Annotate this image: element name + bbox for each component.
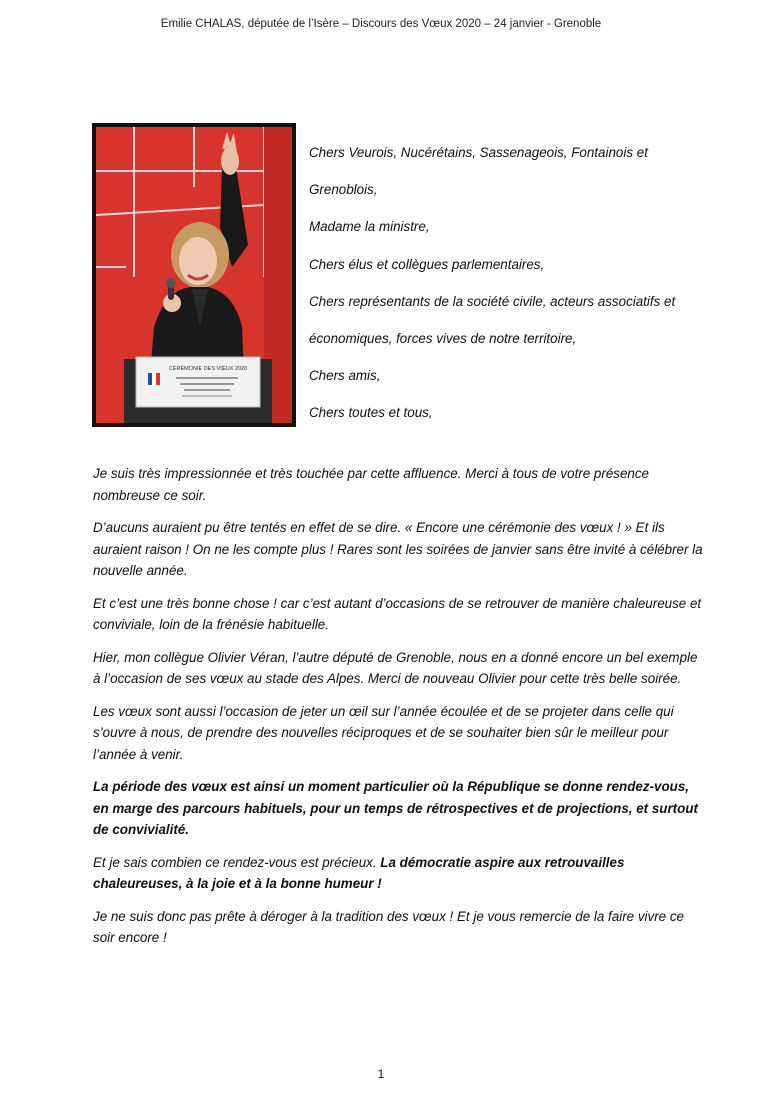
plain-text: Et je sais combien ce rendez-vous est précieux. — [93, 854, 381, 870]
paragraph: Hier, mon collègue Olivier Véran, l’autre député de Grenoble, nous en a donné encore un bel exemple à l’occasion de ses vœux au stade des Alpes. Merci de nouveau Olivier pour cette très belle soirée. — [93, 649, 698, 686]
speaker-photo — [92, 123, 296, 427]
salutation-line: Chers Veurois, Nucérétains, Sassenageois, Fontainois et — [309, 145, 648, 160]
salutations — [309, 134, 729, 432]
paragraph-mixed — [93, 852, 705, 895]
paragraph: Je ne suis donc pas prête à déroger à la tradition des vœux ! Et je vous remercie de la faire vivre ce soir encore ! — [93, 908, 684, 945]
salutation-line: Chers toutes et tous, — [309, 405, 433, 421]
page-header: Emilie CHALAS, députée de l’Isère – Discours des Vœux 2020 – 24 janvier - Grenoble — [160, 18, 602, 30]
photo-speaker-at-podium-icon — [96, 127, 292, 423]
salutation-line: Madame la ministre, — [309, 219, 430, 235]
salutation-line: Grenoblois, — [309, 182, 378, 198]
salutation-line: Chers représentants de la société civile, acteurs associatifs et — [309, 293, 676, 309]
paragraph-bold — [93, 776, 705, 841]
paragraph: D’aucuns auraient pu être tentés en effet de se dire. « Encore une cérémonie des vœux ! » Et ils auraient raison ! On ne les compte plus ! Rares sont les soirées de janvier sans être invité à célébrer la nouvelle année. — [93, 520, 703, 578]
salutation-line: Chers élus et collègues parlementaires, — [309, 256, 545, 272]
podium-sign-text: CÉRÉMONIE DES VŒUX 2020 — [168, 366, 248, 372]
page-number: 1 — [377, 1067, 385, 1081]
speech-body — [93, 463, 705, 960]
paragraph: Et c’est une très bonne chose ! car c’est autant d’occasions de se retrouver de manière chaleureuse et conviviale, loin de la frénésie habituelle. — [93, 595, 702, 632]
paragraph: Je suis très impressionnée et très touchée par cette affluence. Merci à tous de votre présence nombreuse ce soir. — [93, 466, 649, 503]
salutation-line: économiques, forces vives de notre territoire, — [309, 331, 577, 347]
paragraph: Les vœux sont aussi l’occasion de jeter un œil sur l’année écoulée et de se projeter dans celle qui s’ouvre à nous, de prendre des nouvelles réciproques et de se souhaiter bien sûr le meilleur pour l’année à venir. — [93, 703, 674, 762]
bold-text: La période des vœux est ainsi un moment particulier où la République se donne rendez-vous, en marge des parcours habituels, pour un temps de rétrospectives et de projections, et surtout de convivialité. — [93, 779, 698, 837]
bold-text: La démocratie aspire aux retrouvailles chaleureuses, à la joie et à la bonne humeur ! — [93, 854, 625, 891]
salutation-line: Chers amis, — [309, 368, 381, 384]
